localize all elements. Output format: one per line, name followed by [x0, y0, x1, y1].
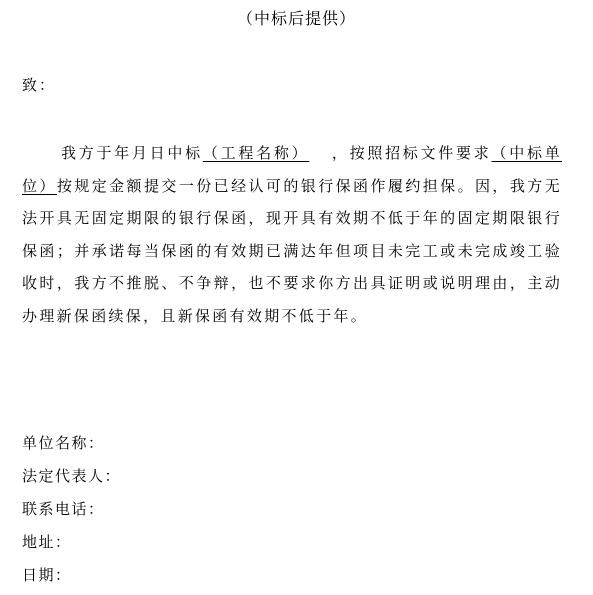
header-note: （中标后提供）	[236, 9, 356, 28]
signature-block	[22, 430, 121, 595]
address-label: 地址：	[22, 533, 72, 551]
project-name-blank: （工程名称）	[202, 144, 310, 162]
body-paragraph	[22, 137, 562, 332]
date-label: 日期：	[22, 566, 72, 584]
body-text-part1: 我方于年月日中标	[61, 144, 203, 162]
bidder-unit-blank: （中标单位）	[22, 144, 563, 195]
body-text-part2: ，按照招标文件要求	[309, 144, 492, 162]
salutation: 致：	[22, 76, 57, 94]
phone-label: 联系电话：	[22, 500, 105, 518]
legal-representative-label: 法定代表人：	[22, 467, 122, 485]
body-text-part3: 按规定金额提交一份已经认可的银行保函作履约担保。因，我方无法开具无固定期限的银行保函，现开具有效期不低于年的固定期限银行保函；并承诺每当保函的有效期已满达年但项目未完工或未完成竣工验收时，我方不推脱、不争辩，也不要求你方出具证明或说明理由，主动办理新保函续保，且新保函有效期不低于年。	[22, 176, 563, 325]
unit-name-label: 单位名称：	[22, 434, 105, 452]
